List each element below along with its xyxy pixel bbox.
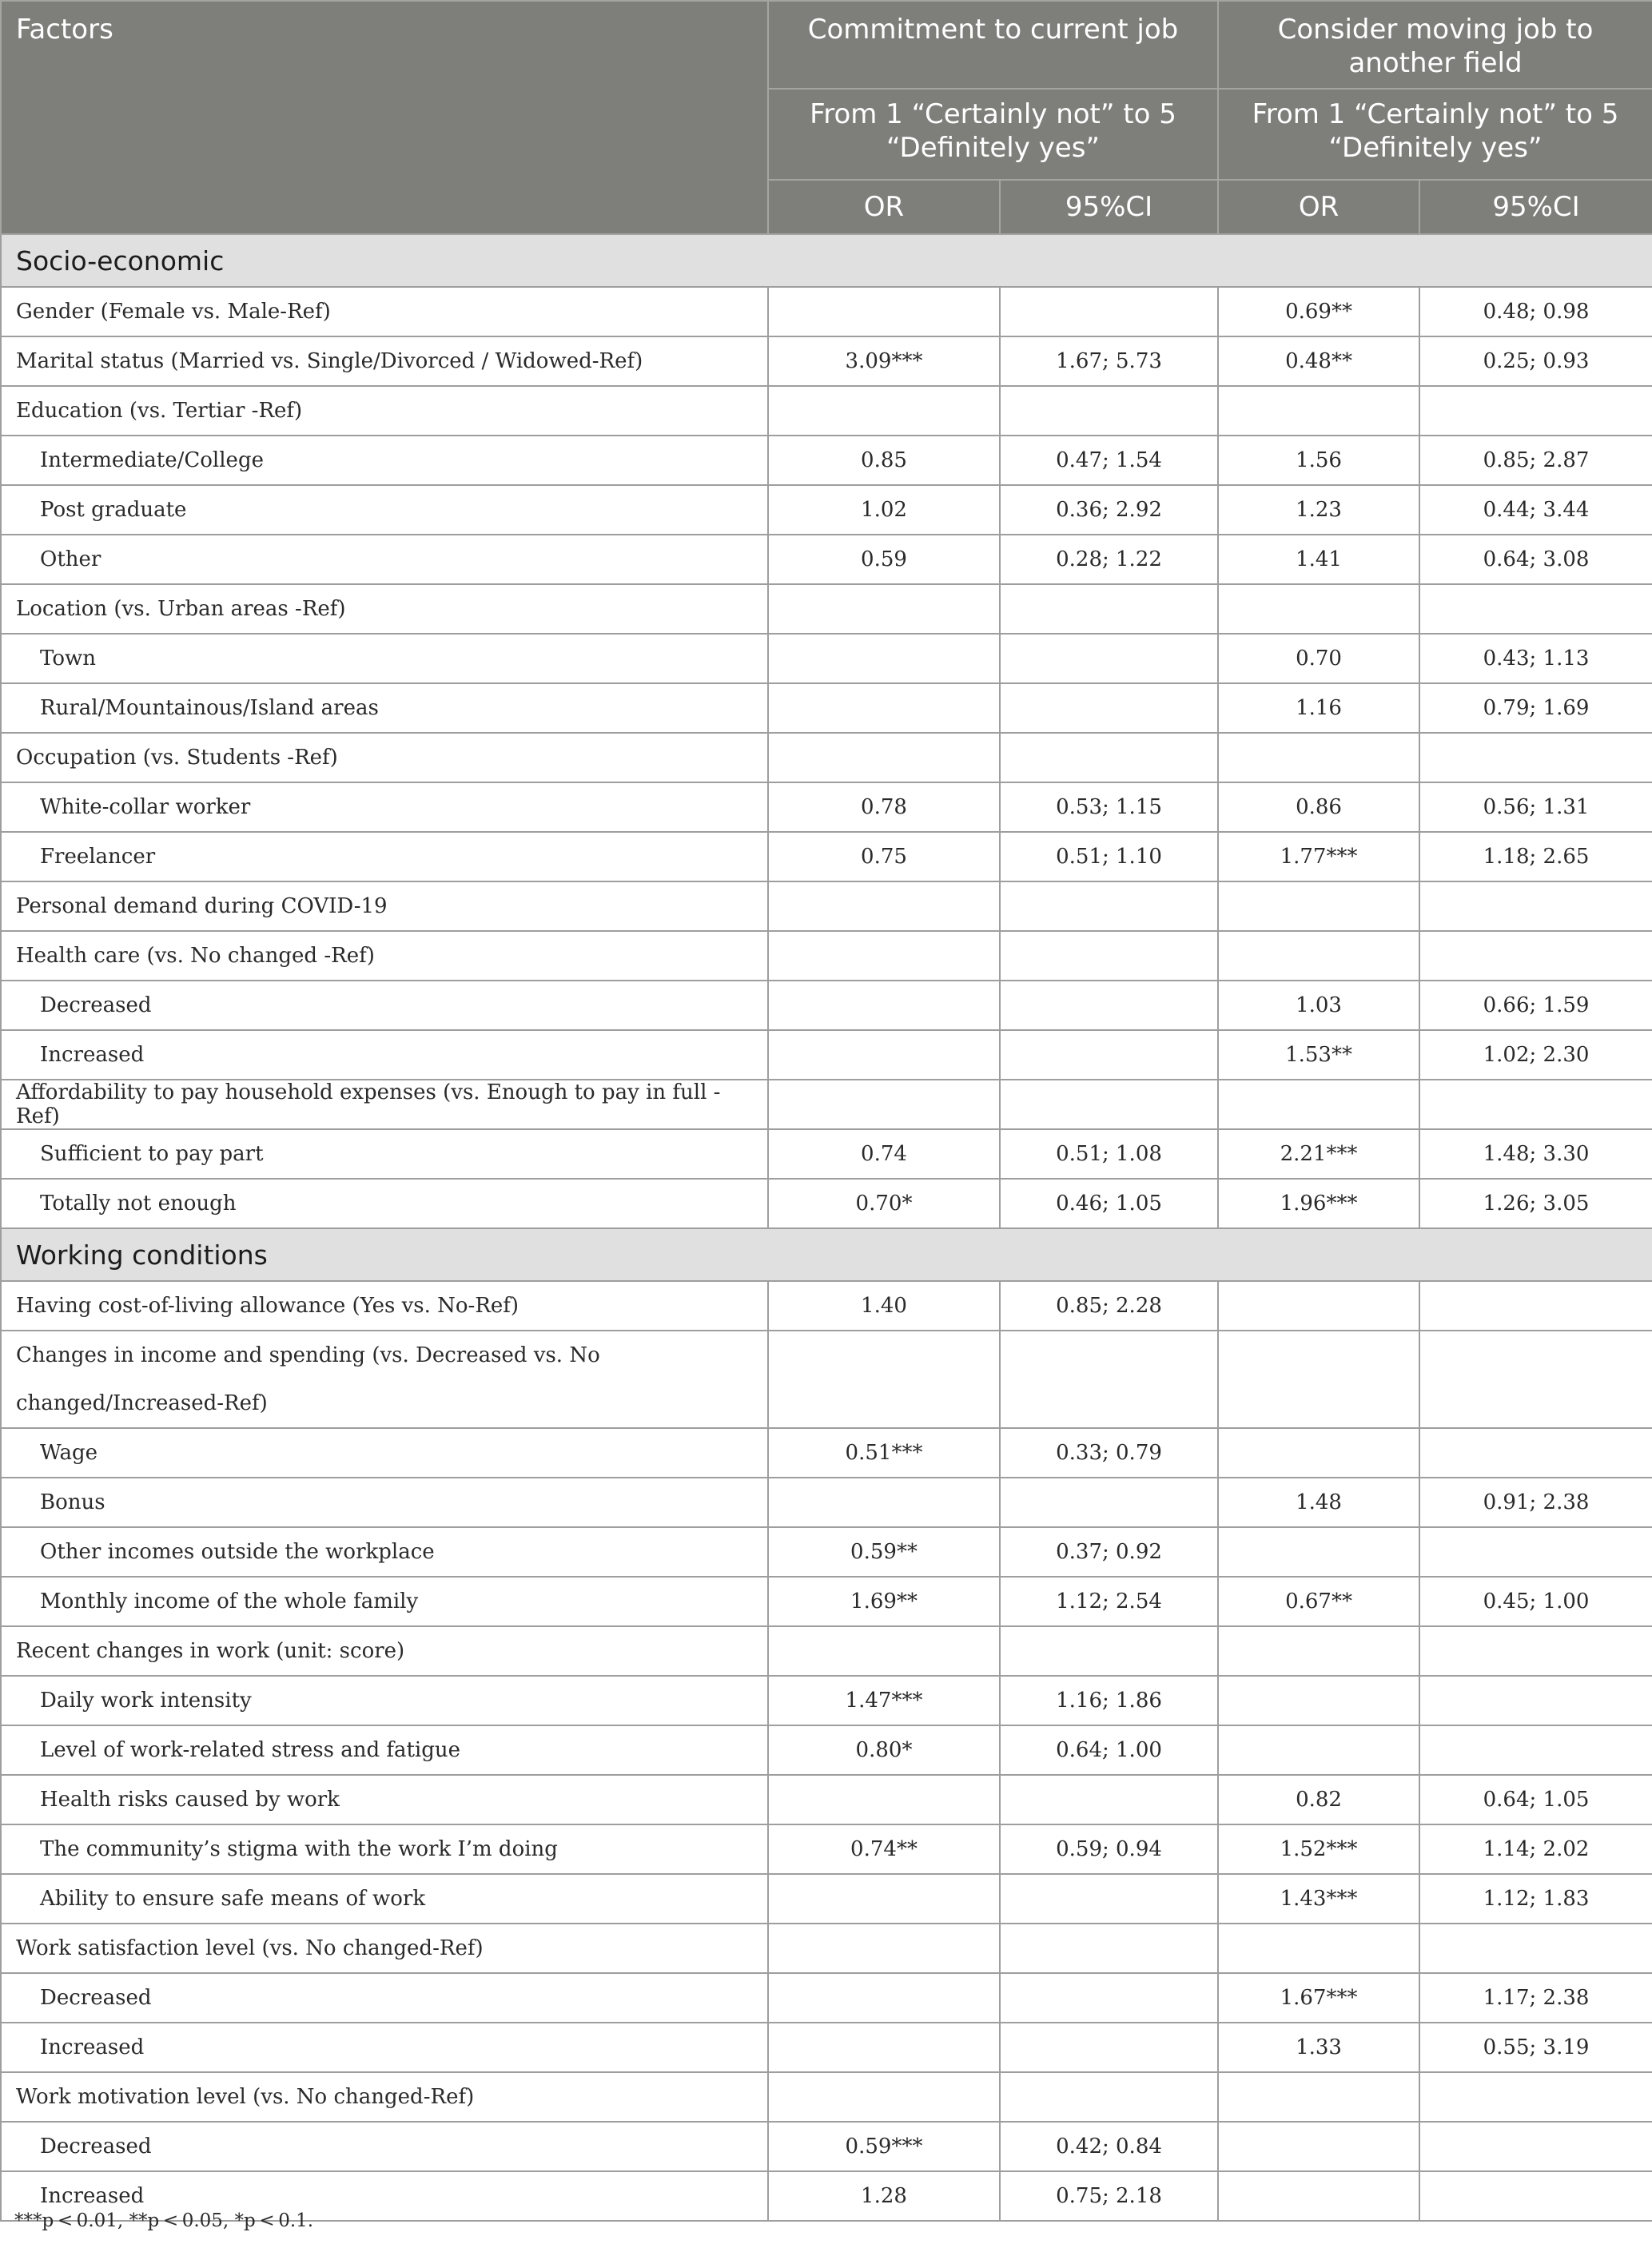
or-moving-cell: 1.41: [1218, 535, 1419, 584]
or-moving-cell: [1218, 1080, 1419, 1129]
ci-moving-cell: [1419, 1725, 1652, 1775]
or-moving-cell: 1.33: [1218, 2023, 1419, 2072]
factor-label: Affordability to pay household expenses (vs. Enough to pay in full -Ref): [1, 1080, 768, 1129]
ci-moving-cell: 1.02; 2.30: [1419, 1030, 1652, 1080]
or-moving-cell: [1218, 1725, 1419, 1775]
header-or-moving: OR: [1218, 180, 1419, 234]
ci-commitment-cell: [1000, 881, 1218, 931]
or-moving-cell: 0.82: [1218, 1775, 1419, 1824]
table-row: [1, 2023, 1652, 2072]
or-moving-cell: [1218, 1527, 1419, 1577]
or-moving-cell: [1218, 1428, 1419, 1478]
factor-label: Personal demand during COVID-19: [1, 881, 768, 931]
or-commitment-cell: 0.74: [768, 1129, 1000, 1179]
or-commitment-cell: [768, 1874, 1000, 1924]
ci-commitment-cell: 1.67; 5.73: [1000, 336, 1218, 386]
factor-label: Bonus: [1, 1478, 768, 1527]
table-row: [1, 1676, 1652, 1725]
factor-label: Intermediate/College: [1, 436, 768, 485]
ci-moving-cell: [1419, 1676, 1652, 1725]
ci-moving-cell: 0.48; 0.98: [1419, 287, 1652, 336]
factor-label: Other: [1, 535, 768, 584]
ci-moving-cell: 0.79; 1.69: [1419, 683, 1652, 733]
factor-label: Increased: [1, 2023, 768, 2072]
or-commitment-cell: 0.70*: [768, 1179, 1000, 1228]
or-moving-cell: [1218, 584, 1419, 634]
factor-label: Other incomes outside the workplace: [1, 1527, 768, 1577]
factor-label: Post graduate: [1, 485, 768, 535]
or-commitment-cell: [768, 1331, 1000, 1428]
or-commitment-cell: 0.85: [768, 436, 1000, 485]
ci-commitment-cell: 0.59; 0.94: [1000, 1824, 1218, 1874]
ci-commitment-cell: [1000, 733, 1218, 782]
ci-moving-cell: 0.25; 0.93: [1419, 336, 1652, 386]
factor-label: Recent changes in work (unit: score): [1, 1626, 768, 1676]
ci-commitment-cell: 0.75; 2.18: [1000, 2171, 1218, 2221]
ci-commitment-cell: 0.51; 1.10: [1000, 832, 1218, 881]
or-moving-cell: 1.56: [1218, 436, 1419, 485]
ci-commitment-cell: [1000, 2023, 1218, 2072]
or-moving-cell: 0.70: [1218, 634, 1419, 683]
or-moving-cell: 1.48: [1218, 1478, 1419, 1527]
ci-moving-cell: [1419, 931, 1652, 981]
table-row: [1, 1428, 1652, 1478]
or-commitment-cell: 0.59: [768, 535, 1000, 584]
ci-commitment-cell: [1000, 386, 1218, 436]
ci-commitment-cell: 0.33; 0.79: [1000, 1428, 1218, 1478]
or-commitment-cell: [768, 931, 1000, 981]
ci-moving-cell: [1419, 1331, 1652, 1428]
ci-moving-cell: 1.26; 3.05: [1419, 1179, 1652, 1228]
ci-commitment-cell: [1000, 584, 1218, 634]
table-row: [1, 1626, 1652, 1676]
or-commitment-cell: [768, 634, 1000, 683]
table-row: [1, 832, 1652, 881]
ci-commitment-cell: [1000, 1080, 1218, 1129]
ci-moving-cell: 1.18; 2.65: [1419, 832, 1652, 881]
factor-label: Decreased: [1, 2122, 768, 2171]
table-row: [1, 1478, 1652, 1527]
ci-commitment-cell: 0.37; 0.92: [1000, 1527, 1218, 1577]
ci-commitment-cell: [1000, 1973, 1218, 2023]
or-commitment-cell: 1.40: [768, 1281, 1000, 1331]
factor-label: Work satisfaction level (vs. No changed-Ref): [1, 1924, 768, 1973]
ci-moving-cell: 0.64; 3.08: [1419, 535, 1652, 584]
or-moving-cell: [1218, 1676, 1419, 1725]
table-row: [1, 584, 1652, 634]
or-moving-cell: 1.23: [1218, 485, 1419, 535]
table-row: [1, 1080, 1652, 1129]
ci-commitment-cell: [1000, 1478, 1218, 1527]
or-moving-cell: 0.86: [1218, 782, 1419, 832]
ci-moving-cell: [1419, 2122, 1652, 2171]
factor-label: Town: [1, 634, 768, 683]
table-row: [1, 2072, 1652, 2122]
or-commitment-cell: [768, 683, 1000, 733]
or-commitment-cell: 1.02: [768, 485, 1000, 535]
factor-label: Having cost-of-living allowance (Yes vs. No-Ref): [1, 1281, 768, 1331]
or-commitment-cell: [768, 1924, 1000, 1973]
ci-commitment-cell: [1000, 1775, 1218, 1824]
or-commitment-cell: [768, 2072, 1000, 2122]
section-title: Socio-economic: [1, 234, 1652, 287]
table-row: [1, 881, 1652, 931]
factor-label: Ability to ensure safe means of work: [1, 1874, 768, 1924]
or-moving-cell: 1.43***: [1218, 1874, 1419, 1924]
factor-label: Totally not enough: [1, 1179, 768, 1228]
ci-commitment-cell: 0.64; 1.00: [1000, 1725, 1218, 1775]
ci-commitment-cell: 1.16; 1.86: [1000, 1676, 1218, 1725]
or-commitment-cell: [768, 1626, 1000, 1676]
table-row: [1, 1775, 1652, 1824]
ci-commitment-cell: [1000, 1626, 1218, 1676]
or-moving-cell: [1218, 1281, 1419, 1331]
factor-label: Daily work intensity: [1, 1676, 768, 1725]
ci-commitment-cell: [1000, 683, 1218, 733]
ci-moving-cell: [1419, 1924, 1652, 1973]
or-commitment-cell: [768, 287, 1000, 336]
or-commitment-cell: 1.47***: [768, 1676, 1000, 1725]
or-moving-cell: [1218, 733, 1419, 782]
or-commitment-cell: [768, 2023, 1000, 2072]
ci-moving-cell: 0.91; 2.38: [1419, 1478, 1652, 1527]
section-header-row: [1, 234, 1652, 287]
or-moving-cell: [1218, 386, 1419, 436]
factor-label: Wage: [1, 1428, 768, 1478]
header-moving-scale: From 1 “Certainly not” to 5 “Definitely yes”: [1218, 89, 1652, 180]
or-commitment-cell: 1.28: [768, 2171, 1000, 2221]
header-ci-moving: 95%CI: [1419, 180, 1652, 234]
or-moving-cell: [1218, 1924, 1419, 1973]
ci-moving-cell: [1419, 584, 1652, 634]
ci-moving-cell: 0.56; 1.31: [1419, 782, 1652, 832]
table-footnote: ***p < 0.01, **p < 0.05, *p < 0.1.: [14, 2210, 314, 2231]
or-commitment-cell: [768, 1478, 1000, 1527]
or-commitment-cell: 1.69**: [768, 1577, 1000, 1626]
factor-label: Sufficient to pay part: [1, 1129, 768, 1179]
ci-moving-cell: 0.55; 3.19: [1419, 2023, 1652, 2072]
table-body: [1, 234, 1652, 2221]
table-row: [1, 1030, 1652, 1080]
ci-moving-cell: 0.64; 1.05: [1419, 1775, 1652, 1824]
factor-label: Gender (Female vs. Male-Ref): [1, 287, 768, 336]
factor-label: Changes in income and spending (vs. Decreased vs. No changed/Increased-Ref): [1, 1331, 768, 1428]
table-row: [1, 1725, 1652, 1775]
or-commitment-cell: [768, 1775, 1000, 1824]
or-moving-cell: 0.48**: [1218, 336, 1419, 386]
ci-commitment-cell: [1000, 1924, 1218, 1973]
table-row: [1, 436, 1652, 485]
ci-moving-cell: 0.44; 3.44: [1419, 485, 1652, 535]
or-moving-cell: [1218, 2072, 1419, 2122]
or-commitment-cell: 0.80*: [768, 1725, 1000, 1775]
ci-moving-cell: 1.48; 3.30: [1419, 1129, 1652, 1179]
or-moving-cell: 1.77***: [1218, 832, 1419, 881]
header-commitment-scale: From 1 “Certainly not” to 5 “Definitely yes”: [768, 89, 1218, 180]
table-row: [1, 535, 1652, 584]
table-row: [1, 981, 1652, 1030]
factor-label: White-collar worker: [1, 782, 768, 832]
factor-label: Increased: [1, 1030, 768, 1080]
or-moving-cell: 1.03: [1218, 981, 1419, 1030]
table-row: [1, 1973, 1652, 2023]
table-row: [1, 1824, 1652, 1874]
ci-moving-cell: 1.14; 2.02: [1419, 1824, 1652, 1874]
factor-label: Level of work-related stress and fatigue: [1, 1725, 768, 1775]
section-header-row: [1, 1228, 1652, 1281]
or-moving-cell: [1218, 2171, 1419, 2221]
ci-moving-cell: [1419, 1080, 1652, 1129]
or-commitment-cell: [768, 386, 1000, 436]
or-moving-cell: [1218, 1331, 1419, 1428]
ci-commitment-cell: [1000, 981, 1218, 1030]
table-row: [1, 485, 1652, 535]
section-title: Working conditions: [1, 1228, 1652, 1281]
factor-label: Increased: [1, 2171, 768, 2221]
header-moving-group: Consider moving job to another field: [1218, 1, 1652, 89]
or-commitment-cell: 0.78: [768, 782, 1000, 832]
ci-moving-cell: [1419, 1626, 1652, 1676]
table-row: [1, 287, 1652, 336]
factor-label: Health risks caused by work: [1, 1775, 768, 1824]
or-moving-cell: [1218, 881, 1419, 931]
ci-moving-cell: [1419, 1527, 1652, 1577]
factor-label: Location (vs. Urban areas -Ref): [1, 584, 768, 634]
or-commitment-cell: 0.51***: [768, 1428, 1000, 1478]
ci-commitment-cell: 0.46; 1.05: [1000, 1179, 1218, 1228]
ci-commitment-cell: [1000, 1874, 1218, 1924]
header-factors: Factors: [1, 1, 768, 234]
factor-label: Work motivation level (vs. No changed-Ref): [1, 2072, 768, 2122]
ci-moving-cell: [1419, 881, 1652, 931]
factor-label: Education (vs. Tertiar -Ref): [1, 386, 768, 436]
table-row: [1, 782, 1652, 832]
ci-moving-cell: [1419, 2072, 1652, 2122]
or-commitment-cell: 0.74**: [768, 1824, 1000, 1874]
factor-label: Marital status (Married vs. Single/Divorced / Widowed-Ref): [1, 336, 768, 386]
ci-commitment-cell: [1000, 1030, 1218, 1080]
table-row: [1, 1874, 1652, 1924]
table-row: [1, 931, 1652, 981]
ci-commitment-cell: [1000, 2072, 1218, 2122]
ci-commitment-cell: [1000, 634, 1218, 683]
factor-label: Health care (vs. No changed -Ref): [1, 931, 768, 981]
table-row: [1, 336, 1652, 386]
table-row: [1, 1924, 1652, 1973]
or-moving-cell: 0.67**: [1218, 1577, 1419, 1626]
ci-moving-cell: [1419, 2171, 1652, 2221]
factor-label: Freelancer: [1, 832, 768, 881]
factor-label: Occupation (vs. Students -Ref): [1, 733, 768, 782]
header-commitment-group: Commitment to current job: [768, 1, 1218, 89]
or-moving-cell: 0.69**: [1218, 287, 1419, 336]
ci-moving-cell: 1.17; 2.38: [1419, 1973, 1652, 2023]
factor-label: The community’s stigma with the work I’m doing: [1, 1824, 768, 1874]
table-row: [1, 1129, 1652, 1179]
ci-commitment-cell: 0.47; 1.54: [1000, 436, 1218, 485]
ci-commitment-cell: 0.28; 1.22: [1000, 535, 1218, 584]
table-row: [1, 733, 1652, 782]
ci-commitment-cell: 0.51; 1.08: [1000, 1129, 1218, 1179]
or-commitment-cell: [768, 1973, 1000, 2023]
or-moving-cell: 1.16: [1218, 683, 1419, 733]
or-commitment-cell: 0.59***: [768, 2122, 1000, 2171]
or-moving-cell: 1.67***: [1218, 1973, 1419, 2023]
or-moving-cell: 1.53**: [1218, 1030, 1419, 1080]
table-row: [1, 386, 1652, 436]
ci-commitment-cell: 0.42; 0.84: [1000, 2122, 1218, 2171]
factor-label: Decreased: [1, 1973, 768, 2023]
or-commitment-cell: [768, 1080, 1000, 1129]
header-or-commitment: OR: [768, 180, 1000, 234]
ci-moving-cell: 0.66; 1.59: [1419, 981, 1652, 1030]
ci-commitment-cell: [1000, 287, 1218, 336]
or-moving-cell: [1218, 1626, 1419, 1676]
table-row: [1, 1527, 1652, 1577]
ci-commitment-cell: 0.53; 1.15: [1000, 782, 1218, 832]
table-header: [1, 1, 1652, 234]
or-moving-cell: [1218, 2122, 1419, 2171]
or-commitment-cell: [768, 1030, 1000, 1080]
or-commitment-cell: [768, 981, 1000, 1030]
table-row: [1, 2122, 1652, 2171]
table-row: [1, 1577, 1652, 1626]
or-moving-cell: 1.52***: [1218, 1824, 1419, 1874]
ci-commitment-cell: 0.85; 2.28: [1000, 1281, 1218, 1331]
factor-label: Monthly income of the whole family: [1, 1577, 768, 1626]
ci-moving-cell: [1419, 733, 1652, 782]
ci-commitment-cell: 1.12; 2.54: [1000, 1577, 1218, 1626]
ci-moving-cell: 0.85; 2.87: [1419, 436, 1652, 485]
ci-commitment-cell: 0.36; 2.92: [1000, 485, 1218, 535]
or-commitment-cell: 0.75: [768, 832, 1000, 881]
ci-commitment-cell: [1000, 1331, 1218, 1428]
or-commitment-cell: [768, 881, 1000, 931]
table-row: [1, 1179, 1652, 1228]
table-row: [1, 683, 1652, 733]
factor-label: Rural/Mountainous/Island areas: [1, 683, 768, 733]
or-commitment-cell: 3.09***: [768, 336, 1000, 386]
or-moving-cell: 1.96***: [1218, 1179, 1419, 1228]
ci-moving-cell: [1419, 1428, 1652, 1478]
or-commitment-cell: 0.59**: [768, 1527, 1000, 1577]
or-moving-cell: [1218, 931, 1419, 981]
or-moving-cell: 2.21***: [1218, 1129, 1419, 1179]
ci-moving-cell: 0.45; 1.00: [1419, 1577, 1652, 1626]
ci-moving-cell: 0.43; 1.13: [1419, 634, 1652, 683]
table-row: [1, 1281, 1652, 1331]
table-row: [1, 1331, 1652, 1428]
factor-label: Decreased: [1, 981, 768, 1030]
ci-moving-cell: [1419, 386, 1652, 436]
ci-moving-cell: 1.12; 1.83: [1419, 1874, 1652, 1924]
header-ci-commitment: 95%CI: [1000, 180, 1218, 234]
ci-commitment-cell: [1000, 931, 1218, 981]
or-commitment-cell: [768, 733, 1000, 782]
or-commitment-cell: [768, 584, 1000, 634]
table-row: [1, 634, 1652, 683]
ci-moving-cell: [1419, 1281, 1652, 1331]
